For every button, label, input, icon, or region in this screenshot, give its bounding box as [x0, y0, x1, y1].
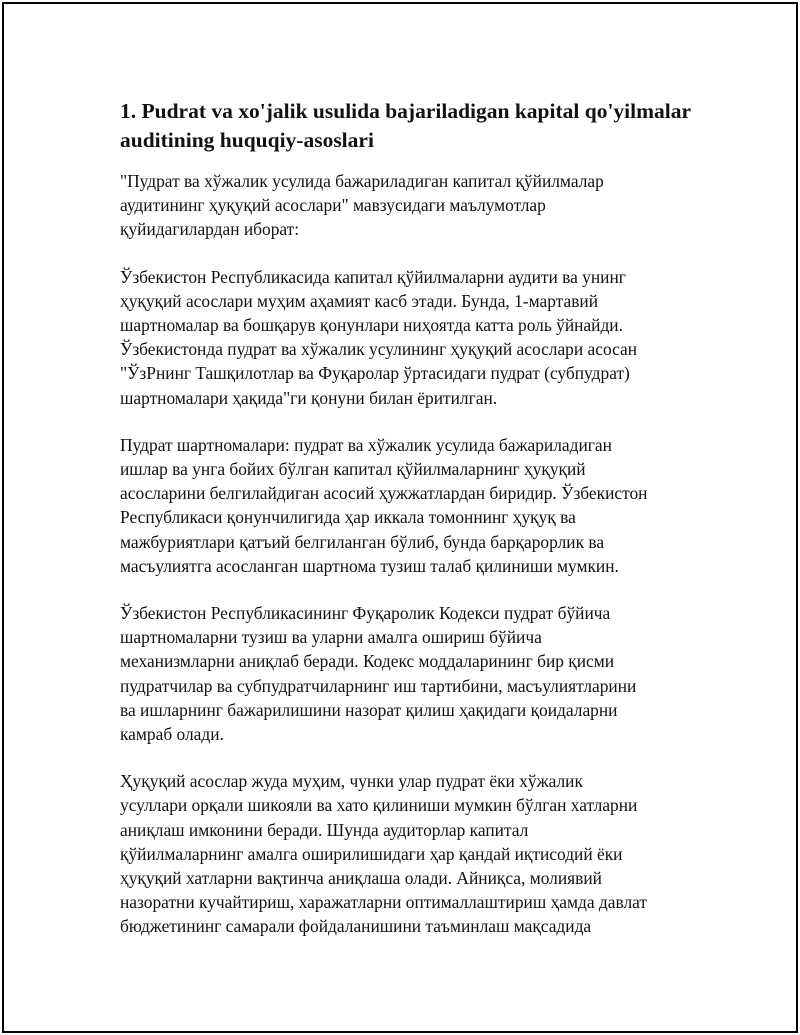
- document-title: 1. Pudrat va xo'jalik usulida bajariladigan kapital qo'yilmalar auditining huquqiy-asoslari: [120, 99, 692, 152]
- paragraph-legal-basis: Ўзбекистон Республикасида капитал қўйилмаларни аудити ва унинг ҳуқуқий асослари муҳим аҳамият касб этади. Бунда, 1-мартавий шартномалар ва бошқарув қонунлари ниҳоятда катта роль ўйнайди. Ўзбекистонда пудрат ва хўжалик усулининг ҳуқуқий асослари асосан "ЎзРнинг Ташқилотлар ва Фуқаролар ўртасидаги пудрат (субпудрат) шартномалари ҳақида"ги қонуни билан ёритилган.: [120, 266, 638, 408]
- paragraph-contracts: Пудрат шартномалари: пудрат ва хўжалик усулида бажариладиган ишлар ва унга бойих бўлган капитал қўйилмаларнинг ҳуқуқий асосларини белгилайдиган асосий ҳужжатлардан биридир. Ўзбекистон Республикаси қонунчилигида ҳар иккала томоннинг ҳуқуқ ва мажбуриятлари қатъий белгиланган бўлиб, бунда барқарорлик ва масъулиятга асосланган шартнома тузиш талаб қилиниши мумкин.: [120, 434, 648, 576]
- paragraph-importance: Ҳуқуқий асослар жуда муҳим, чунки улар пудрат ёки хўжалик усуллари орқали шикояли ва хато қилиниши мумкин бўлган хатларни аниқлаш имконини беради. Шунда аудиторлар капитал қўйилмаларнинг амалга оширилишидаги ҳар қандай иқтисодий ёки ҳуқуқий хатларни вақтинча аниқлаша олади. Айниқса, молиявий назоратни кучайтириш, харажатларни оптималлаштириш ҳамда давлат бюджетининг самарали фойдаланишини таъминлаш мақсадида: [120, 771, 647, 937]
- page-frame: [2, 2, 798, 1033]
- paragraph-intro: "Пудрат ва хўжалик усулида бажариладиган капитал қўйилмалар аудитининг ҳуқуқий асослари" мавзусидаги маълумотлар қуйидагилардан иборат:: [120, 171, 604, 240]
- document-body: [120, 97, 700, 962]
- paragraph-civil-code: Ўзбекистон Республикасининг Фуқаролик Кодекси пудрат бўйича шартномаларни тузиш ва уларни амалга ошириш бўйича механизмларни аниқлаб беради. Кодекс моддаларининг бир қисми пудратчилар ва субпудратчиларнинг иш тартибини, масъулиятларини ва ишларнинг бажарилишини назорат қилиш ҳақидаги қоидаларни камраб олади.: [120, 603, 637, 745]
